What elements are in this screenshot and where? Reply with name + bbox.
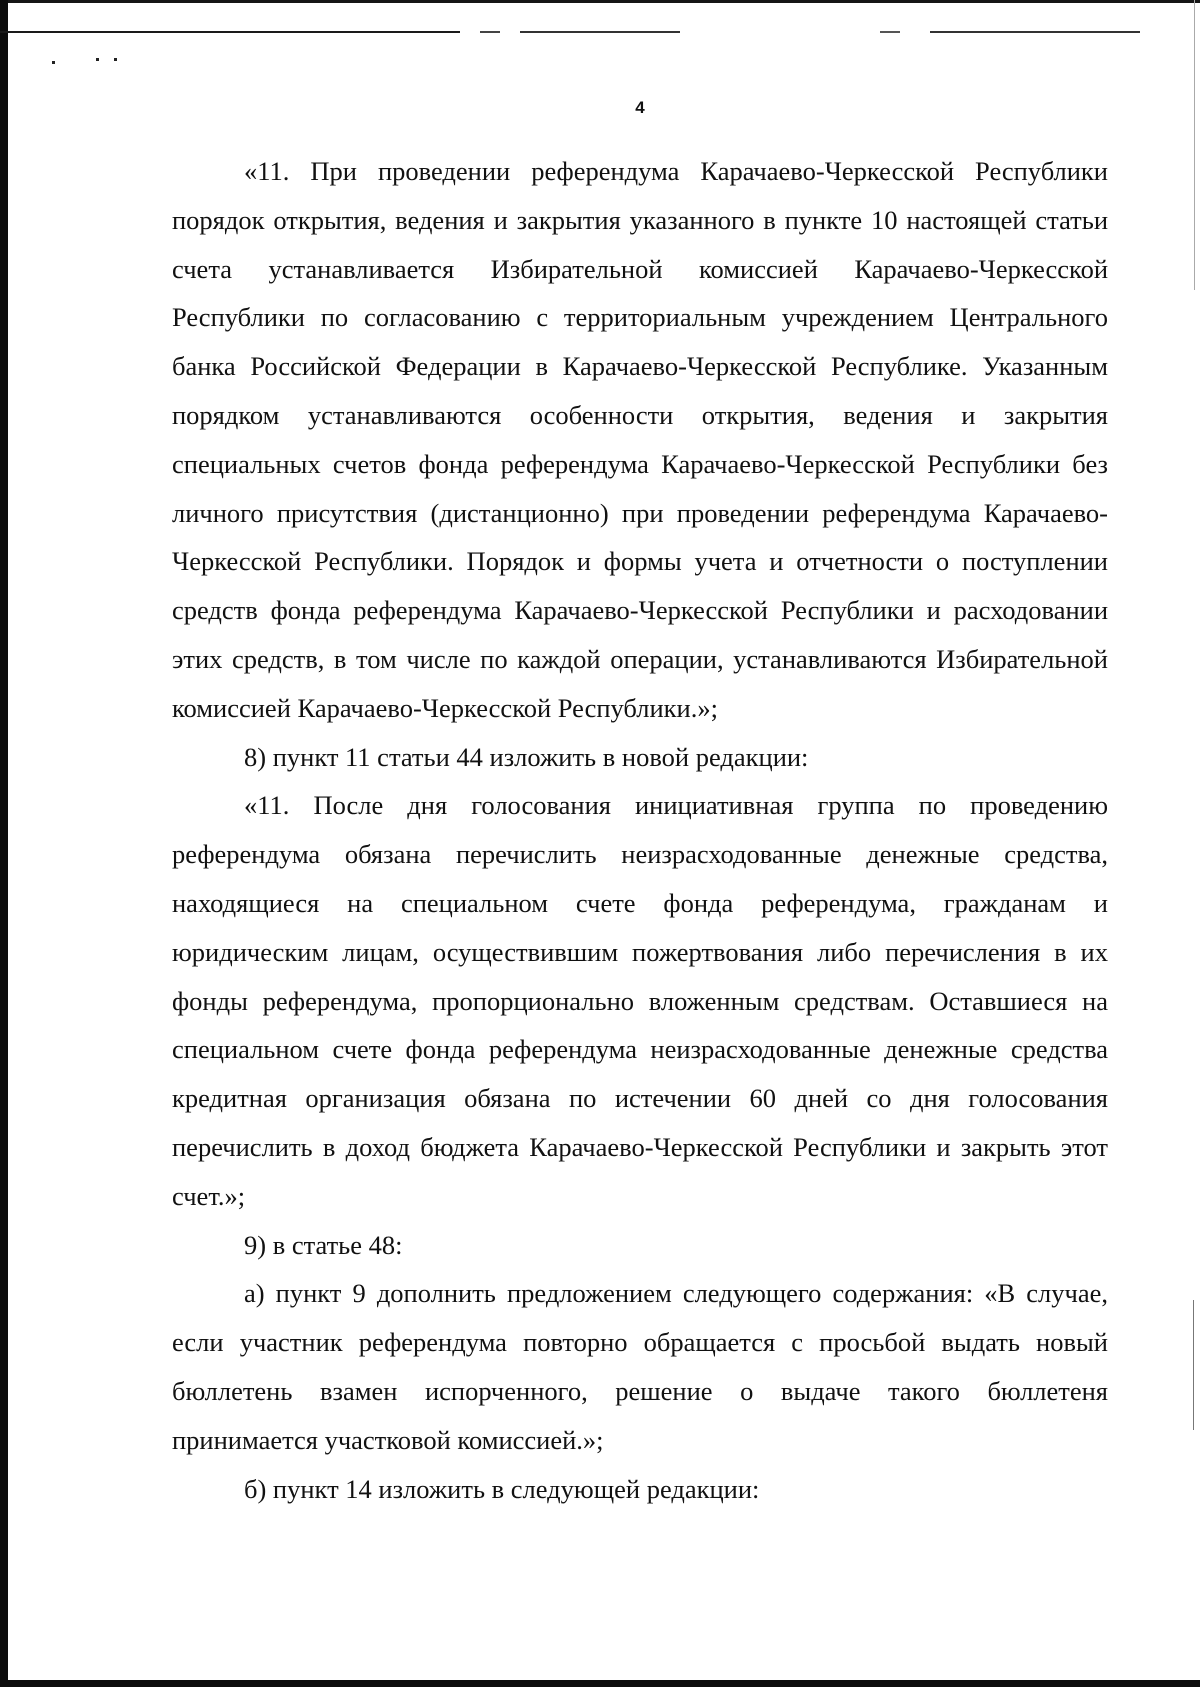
- paragraph: 8) пункт 11 статьи 44 изложить в новой редакции:: [244, 741, 809, 772]
- paragraph: «11. При проведении референдума Карачаево-Черкесской Республики порядок открытия, ведения и закрытия указанного в пункте 10 настоящей статьи счета устанавливается Избирательной комиссией Карачаево-Черкесской Республики по согласованию с территориальным учреждением Центрального банка Российской Федерации в Карачаево-Черкесской Республике. Указанным порядком устанавливаются особенности открытия, ведения и закрытия специальных счетов фонда референдума Карачаево-Черкесской Республики без личного присутствия (дистанционно) при проведении референдума Карачаево-Черкесской Республики. Порядок и формы учета и отчетности о поступлении средств фонда референдума Карачаево-Черкесской Республики и расходовании этих средств, в том числе по каждой операции, устанавливаются Избирательной комиссией Карачаево-Черкесской Республики.»;: [172, 156, 1108, 723]
- document-body: [172, 147, 1108, 1513]
- page-number: 4: [635, 98, 645, 117]
- scan-top-line: [0, 31, 1165, 33]
- paragraph: б) пункт 14 изложить в следующей редакции:: [244, 1473, 760, 1504]
- scan-left-edge: [0, 0, 8, 1687]
- scan-right-mark: [1193, 1300, 1194, 1430]
- paragraph: «11. После дня голосования инициативная группа по проведению референдума обязана перечислить неизрасходованные денежные средства, находящиеся на специальном счете фонда референдума, гражданам и юридическим лицам, осуществившим пожертвования либо перечисления в их фонды референдума, пропорционально вложенным средствам. Оставшиеся на специальном счете фонда референдума неизрасходованные денежные средства кредитная организация обязана по истечении 60 дней со дня голосования перечислить в доход бюджета Карачаево-Черкесской Республики и закрыть этот счет.»;: [172, 790, 1108, 1211]
- scan-bottom-edge: [0, 1680, 1200, 1687]
- scan-right-mark: [1194, 0, 1195, 290]
- paragraph: а) пункт 9 дополнить предложением следующего содержания: «В случае, если участник референдума повторно обращается с просьбой выдать новый бюллетень взамен испорченного, решение о выдаче такого бюллетеня принимается участковой комиссией.»;: [172, 1278, 1108, 1455]
- scan-top-edge: [0, 0, 1200, 3]
- paragraph: 9) в статье 48:: [244, 1229, 403, 1260]
- scan-dots: [48, 58, 128, 68]
